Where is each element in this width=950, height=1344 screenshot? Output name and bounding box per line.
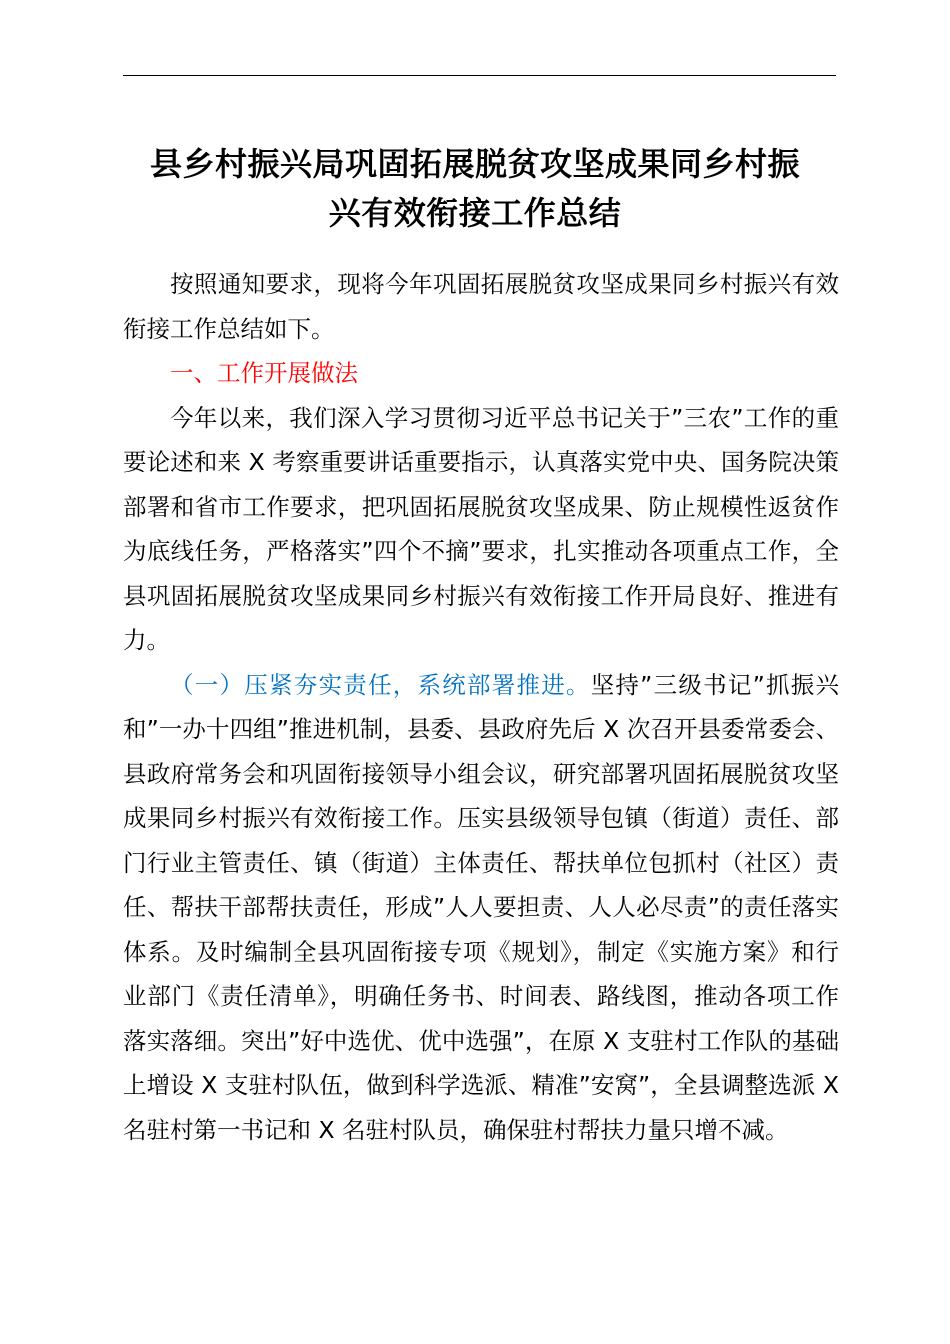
header-rule	[123, 75, 836, 76]
document-body	[123, 262, 839, 1152]
intro-paragraph: 按照通知要求，现将今年巩固拓展脱贫攻坚成果同乡村振兴有效衔接工作总结如下。	[123, 270, 839, 343]
section-1-paragraph: 今年以来，我们深入学习贯彻习近平总书记关于”三农”工作的重要论述和来 X 考察重要讲话重要指示，认真落实党中央、国务院决策部署和省市工作要求，把巩固拓展脱贫攻坚成果、防止规模性返贫作为底线任务，严格落实”四个不摘”要求，扎实推动各项重点工作，全县巩固拓展脱贫攻坚成果同乡村振兴有效衔接工作开局良好、推进有力。	[123, 403, 839, 654]
subsection-1-lead: （一）压紧夯实责任，系统部署推进。	[170, 670, 591, 699]
subsection-1-body: 坚持”三级书记”抓振兴和”一办十四组”推进机制，县委、县政府先后 X 次召开县委常委会、县政府常务会和巩固衔接领导小组会议，研究部署巩固拓展脱贫攻坚成果同乡村振兴有效衔接工作。压实县级领导包镇（街道）责任、部门行业主管责任、镇（街道）主体责任、帮扶单位包抓村（社区）责任、帮扶干部帮扶责任，形成”人人要担责、人人必尽责”的责任落实体系。及时编制全县巩固衔接专项《规划》，制定《实施方案》和行业部门《责任清单》，明确任务书、时间表、路线图，推动各项工作落实落细。突出”好中选优、优中选强”，在原 X 支驻村工作队的基础上增设 X 支驻村队伍，做到科学选派、精准”安窝”，全县调整选派 X 名驻村第一书记和 X 名驻村队员，确保驻村帮扶力量只增不减。	[123, 670, 839, 1144]
section-heading-1: 一、工作开展做法	[170, 359, 358, 387]
subsection-1-paragraph	[123, 663, 839, 1153]
document-title	[110, 140, 840, 238]
title-line-1: 县乡村振兴局巩固拓展脱贫攻坚成果同乡村振	[149, 145, 800, 183]
title-line-2: 兴有效衔接工作总结	[328, 194, 622, 232]
